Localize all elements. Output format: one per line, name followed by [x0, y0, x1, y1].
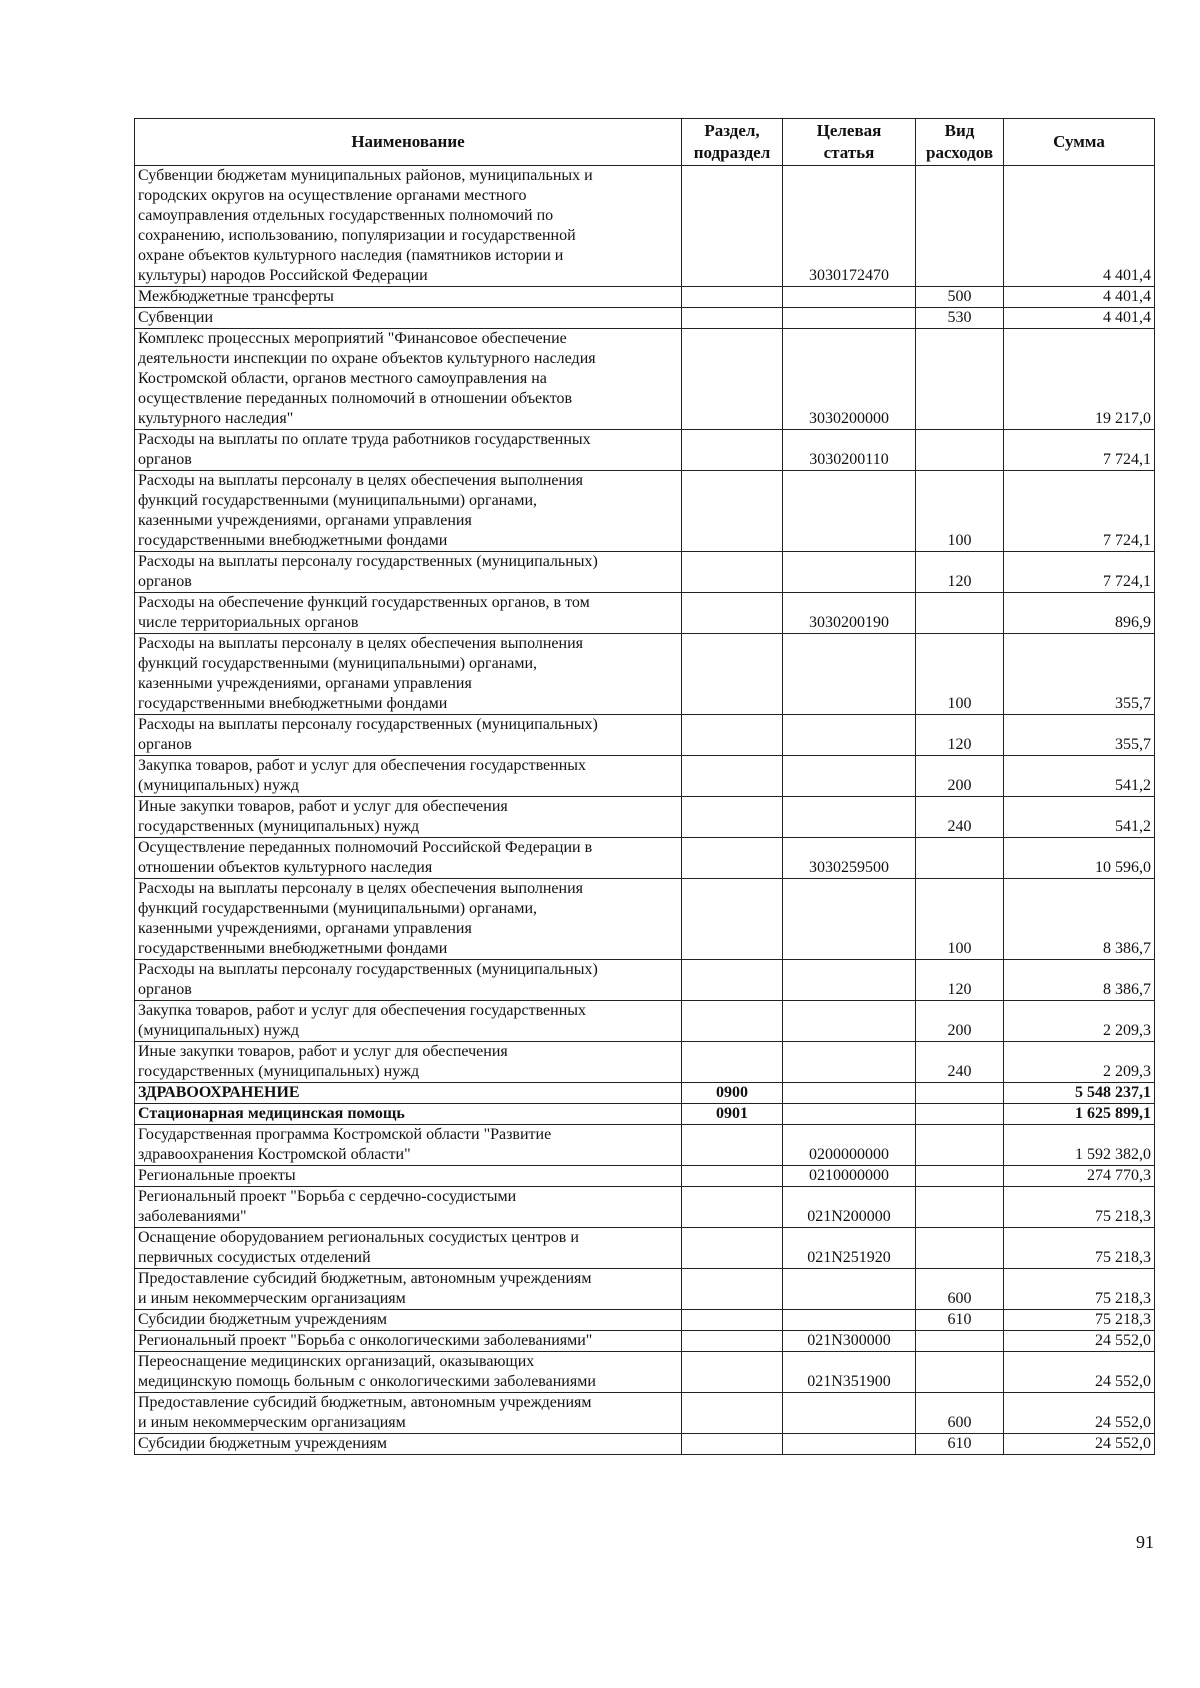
cell-name: Закупка товаров, работ и услуг для обеспечения государственных (муниципальных) нужд — [135, 1001, 682, 1042]
cell-target: 3030259500 — [783, 838, 916, 879]
cell-amount: 7 724,1 — [1004, 430, 1155, 471]
cell-section — [682, 471, 783, 552]
cell-amount: 896,9 — [1004, 593, 1155, 634]
table-row — [135, 879, 1155, 960]
cell-type — [916, 838, 1004, 879]
cell-name: ЗДРАВООХРАНЕНИЕ — [135, 1083, 682, 1104]
cell-type: 100 — [916, 634, 1004, 715]
cell-amount: 541,2 — [1004, 756, 1155, 797]
cell-amount: 4 401,4 — [1004, 166, 1155, 287]
cell-type — [916, 1083, 1004, 1104]
cell-target — [783, 287, 916, 308]
cell-name: Оснащение оборудованием региональных сосудистых центров и первичных сосудистых отделений — [135, 1228, 682, 1269]
cell-type: 100 — [916, 879, 1004, 960]
cell-section — [682, 797, 783, 838]
cell-amount: 10 596,0 — [1004, 838, 1155, 879]
cell-target — [783, 308, 916, 329]
table-row — [135, 1125, 1155, 1166]
cell-target: 021N251920 — [783, 1228, 916, 1269]
table-row — [135, 166, 1155, 287]
cell-target: 0200000000 — [783, 1125, 916, 1166]
table-row — [135, 329, 1155, 430]
cell-type: 610 — [916, 1434, 1004, 1455]
cell-section — [682, 1001, 783, 1042]
cell-amount: 355,7 — [1004, 715, 1155, 756]
cell-amount: 75 218,3 — [1004, 1310, 1155, 1331]
table-row — [135, 1166, 1155, 1187]
cell-amount: 2 209,3 — [1004, 1042, 1155, 1083]
cell-amount: 4 401,4 — [1004, 308, 1155, 329]
cell-target — [783, 1393, 916, 1434]
cell-section — [682, 430, 783, 471]
cell-target — [783, 1104, 916, 1125]
cell-type — [916, 329, 1004, 430]
cell-section — [682, 593, 783, 634]
page-number: 91 — [1136, 1532, 1154, 1552]
cell-amount: 75 218,3 — [1004, 1228, 1155, 1269]
cell-target: 021N300000 — [783, 1331, 916, 1352]
cell-section — [682, 1187, 783, 1228]
cell-amount: 24 552,0 — [1004, 1434, 1155, 1455]
cell-target — [783, 1434, 916, 1455]
header-target: Целевая статья — [783, 119, 916, 166]
cell-type: 120 — [916, 715, 1004, 756]
cell-name: Предоставление субсидий бюджетным, автономным учреждениям и иным некоммерческим организациям — [135, 1393, 682, 1434]
header-name: Наименование — [135, 119, 682, 166]
cell-amount: 7 724,1 — [1004, 471, 1155, 552]
cell-name: Региональный проект "Борьба с сердечно-сосудистыми заболеваниями" — [135, 1187, 682, 1228]
cell-type: 530 — [916, 308, 1004, 329]
cell-type: 240 — [916, 1042, 1004, 1083]
cell-name: Региональные проекты — [135, 1166, 682, 1187]
cell-name: Субсидии бюджетным учреждениям — [135, 1310, 682, 1331]
cell-type: 610 — [916, 1310, 1004, 1331]
table-header-row — [135, 119, 1155, 166]
cell-section — [682, 756, 783, 797]
table-body — [135, 166, 1155, 1455]
cell-amount: 19 217,0 — [1004, 329, 1155, 430]
table-row — [135, 471, 1155, 552]
table-row — [135, 1352, 1155, 1393]
cell-amount: 75 218,3 — [1004, 1269, 1155, 1310]
cell-name: Закупка товаров, работ и услуг для обеспечения государственных (муниципальных) нужд — [135, 756, 682, 797]
cell-type: 200 — [916, 1001, 1004, 1042]
cell-section — [682, 308, 783, 329]
cell-name: Межбюджетные трансферты — [135, 287, 682, 308]
cell-type — [916, 166, 1004, 287]
table-row — [135, 797, 1155, 838]
cell-name: Иные закупки товаров, работ и услуг для обеспечения государственных (муниципальных) нужд — [135, 1042, 682, 1083]
cell-type — [916, 1125, 1004, 1166]
cell-name: Расходы на выплаты персоналу в целях обеспечения выполнения функций государственными (муниципальными) органами, казенными учреждениями, органами управления государственными внебюджетными фондами — [135, 634, 682, 715]
cell-name: Субвенции бюджетам муниципальных районов, муниципальных и городских округов на осуществление органами местного самоуправления отдельных государственных полномочий по сохранению, использованию, популяризации и государственной охране объектов культурного наследия (памятников истории и культуры) народов Российской Федерации — [135, 166, 682, 287]
cell-name: Государственная программа Костромской области "Развитие здравоохранения Костромской области" — [135, 1125, 682, 1166]
cell-name: Субвенции — [135, 308, 682, 329]
cell-target — [783, 1042, 916, 1083]
table-row — [135, 1434, 1155, 1455]
table-row — [135, 1083, 1155, 1104]
cell-name: Осуществление переданных полномочий Российской Федерации в отношении объектов культурного наследия — [135, 838, 682, 879]
cell-section — [682, 838, 783, 879]
cell-target: 3030200110 — [783, 430, 916, 471]
table-row — [135, 308, 1155, 329]
cell-amount: 24 552,0 — [1004, 1331, 1155, 1352]
table-row — [135, 960, 1155, 1001]
cell-section — [682, 1269, 783, 1310]
cell-target: 3030200000 — [783, 329, 916, 430]
cell-section — [682, 329, 783, 430]
cell-section — [682, 287, 783, 308]
cell-target — [783, 552, 916, 593]
cell-target — [783, 960, 916, 1001]
cell-section: 0900 — [682, 1083, 783, 1104]
table-row — [135, 1001, 1155, 1042]
cell-section — [682, 1352, 783, 1393]
table-row — [135, 1187, 1155, 1228]
cell-type: 100 — [916, 471, 1004, 552]
cell-type — [916, 1352, 1004, 1393]
cell-target — [783, 1310, 916, 1331]
cell-target — [783, 1083, 916, 1104]
cell-name: Региональный проект "Борьба с онкологическими заболеваниями" — [135, 1331, 682, 1352]
cell-amount: 7 724,1 — [1004, 552, 1155, 593]
cell-type — [916, 1228, 1004, 1269]
cell-type — [916, 430, 1004, 471]
cell-amount: 8 386,7 — [1004, 879, 1155, 960]
cell-name: Субсидии бюджетным учреждениям — [135, 1434, 682, 1455]
cell-type — [916, 593, 1004, 634]
table-row — [135, 1269, 1155, 1310]
table-row — [135, 1228, 1155, 1269]
cell-section: 0901 — [682, 1104, 783, 1125]
cell-amount: 24 552,0 — [1004, 1393, 1155, 1434]
cell-target — [783, 715, 916, 756]
cell-name: Расходы на выплаты персоналу государственных (муниципальных) органов — [135, 715, 682, 756]
cell-type: 120 — [916, 960, 1004, 1001]
table-row — [135, 1331, 1155, 1352]
cell-section — [682, 1042, 783, 1083]
cell-type: 200 — [916, 756, 1004, 797]
cell-amount: 8 386,7 — [1004, 960, 1155, 1001]
cell-amount: 75 218,3 — [1004, 1187, 1155, 1228]
cell-target — [783, 797, 916, 838]
table-row — [135, 430, 1155, 471]
cell-target — [783, 1001, 916, 1042]
table-row — [135, 552, 1155, 593]
cell-amount: 1 625 899,1 — [1004, 1104, 1155, 1125]
table-row — [135, 838, 1155, 879]
cell-name: Расходы на выплаты персоналу в целях обеспечения выполнения функций государственными (муниципальными) органами, казенными учреждениями, органами управления государственными внебюджетными фондами — [135, 879, 682, 960]
cell-section — [682, 166, 783, 287]
cell-amount: 5 548 237,1 — [1004, 1083, 1155, 1104]
cell-section — [682, 1331, 783, 1352]
cell-target — [783, 879, 916, 960]
cell-type — [916, 1331, 1004, 1352]
cell-section — [682, 1228, 783, 1269]
table-row — [135, 287, 1155, 308]
cell-type: 500 — [916, 287, 1004, 308]
cell-target: 021N351900 — [783, 1352, 916, 1393]
cell-section — [682, 960, 783, 1001]
cell-name: Расходы на выплаты по оплате труда работников государственных органов — [135, 430, 682, 471]
cell-type — [916, 1166, 1004, 1187]
cell-section — [682, 1125, 783, 1166]
header-type: Вид расходов — [916, 119, 1004, 166]
cell-name: Стационарная медицинская помощь — [135, 1104, 682, 1125]
cell-amount: 24 552,0 — [1004, 1352, 1155, 1393]
cell-name: Иные закупки товаров, работ и услуг для обеспечения государственных (муниципальных) нужд — [135, 797, 682, 838]
budget-table — [134, 118, 1155, 1455]
table-row — [135, 593, 1155, 634]
header-section: Раздел, подраздел — [682, 119, 783, 166]
cell-amount: 274 770,3 — [1004, 1166, 1155, 1187]
cell-amount: 4 401,4 — [1004, 287, 1155, 308]
cell-section — [682, 1434, 783, 1455]
table-row — [135, 1310, 1155, 1331]
table-row — [135, 715, 1155, 756]
cell-type — [916, 1104, 1004, 1125]
cell-name: Расходы на выплаты персоналу государственных (муниципальных) органов — [135, 552, 682, 593]
header-amount: Сумма — [1004, 119, 1155, 166]
cell-target: 0210000000 — [783, 1166, 916, 1187]
cell-type — [916, 1187, 1004, 1228]
cell-name: Расходы на выплаты персоналу в целях обеспечения выполнения функций государственными (муниципальными) органами, казенными учреждениями, органами управления государственными внебюджетными фондами — [135, 471, 682, 552]
cell-target — [783, 634, 916, 715]
table-row — [135, 634, 1155, 715]
table-row — [135, 1104, 1155, 1125]
cell-name: Расходы на выплаты персоналу государственных (муниципальных) органов — [135, 960, 682, 1001]
cell-type: 600 — [916, 1393, 1004, 1434]
cell-type: 120 — [916, 552, 1004, 593]
table-row — [135, 1393, 1155, 1434]
cell-section — [682, 552, 783, 593]
cell-amount: 541,2 — [1004, 797, 1155, 838]
cell-name: Расходы на обеспечение функций государственных органов, в том числе территориальных органов — [135, 593, 682, 634]
cell-target — [783, 756, 916, 797]
cell-target: 3030200190 — [783, 593, 916, 634]
cell-amount: 2 209,3 — [1004, 1001, 1155, 1042]
table-row — [135, 1042, 1155, 1083]
cell-type: 600 — [916, 1269, 1004, 1310]
cell-name: Переоснащение медицинских организаций, оказывающих медицинскую помощь больным с онкологическими заболеваниями — [135, 1352, 682, 1393]
cell-section — [682, 1310, 783, 1331]
cell-amount: 355,7 — [1004, 634, 1155, 715]
cell-section — [682, 1393, 783, 1434]
cell-name: Комплекс процессных мероприятий "Финансовое обеспечение деятельности инспекции по охране объектов культурного наследия Костромской области, органов местного самоуправления на осуществление переданных полномочий в отношении объектов культурного наследия" — [135, 329, 682, 430]
cell-target: 021N200000 — [783, 1187, 916, 1228]
cell-amount: 1 592 382,0 — [1004, 1125, 1155, 1166]
cell-target: 3030172470 — [783, 166, 916, 287]
cell-section — [682, 634, 783, 715]
cell-target — [783, 1269, 916, 1310]
cell-section — [682, 1166, 783, 1187]
cell-name: Предоставление субсидий бюджетным, автономным учреждениям и иным некоммерческим организациям — [135, 1269, 682, 1310]
cell-target — [783, 471, 916, 552]
table-row — [135, 756, 1155, 797]
cell-type: 240 — [916, 797, 1004, 838]
cell-section — [682, 715, 783, 756]
cell-section — [682, 879, 783, 960]
